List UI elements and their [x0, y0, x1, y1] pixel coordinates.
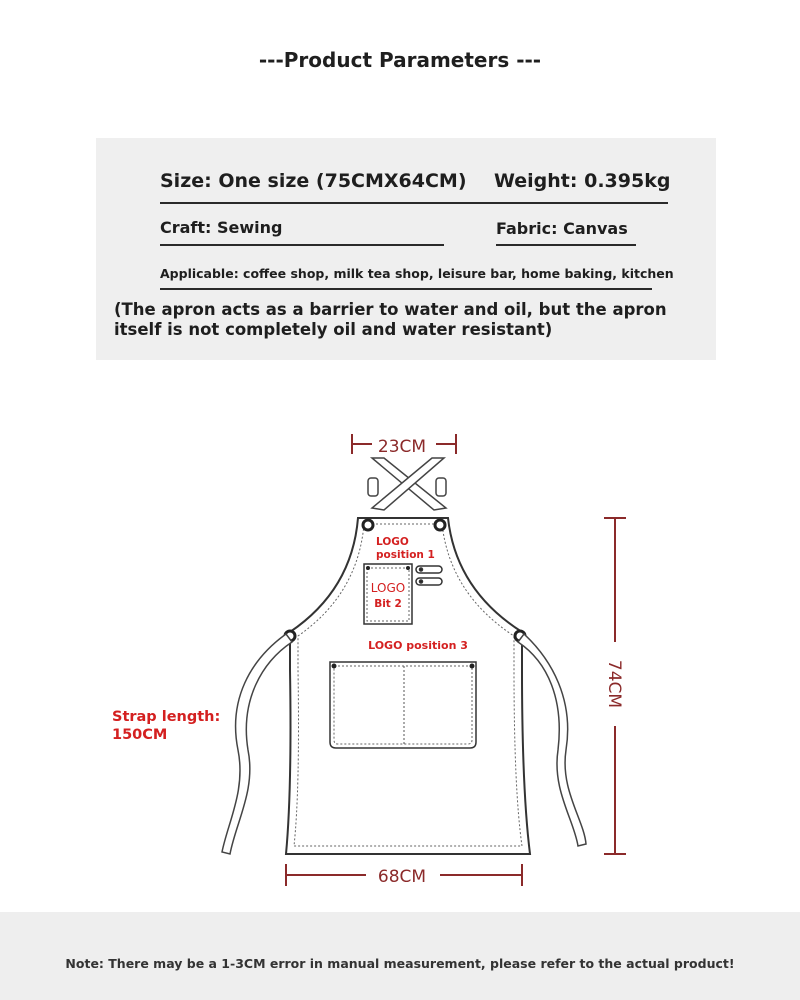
height-label: 74CM: [604, 659, 624, 709]
parameters-panel: [96, 138, 716, 360]
left-waist-strap: [222, 634, 292, 854]
logo-position-1-label: LOGO: [376, 536, 409, 548]
logo-bit-2-label: LOGO: [370, 581, 406, 595]
strap-length-value: 150CM: [112, 727, 168, 743]
divider: [160, 244, 444, 246]
fabric-param: Fabric: Canvas: [496, 219, 628, 238]
craft-param: Craft: Sewing: [160, 218, 283, 237]
neck-straps: [368, 458, 446, 510]
footer-note-bar: [0, 912, 800, 1000]
weight-param: Weight: 0.395kg: [494, 170, 671, 192]
bottom-width-label: 68CM: [377, 867, 427, 887]
water-oil-note-line2: itself is not completely oil and water resistant): [114, 320, 553, 339]
page-title: ---Product Parameters ---: [258, 48, 542, 72]
logo-bit-2-label-sub: Bit 2: [374, 598, 402, 610]
divider: [160, 288, 652, 290]
water-oil-note: [114, 300, 667, 340]
measurement-error-note: Note: There may be a 1-3CM error in manual measurement, please refer to the actual product!: [65, 956, 735, 971]
right-waist-strap: [518, 634, 586, 846]
size-param: Size: One size (75CMX64CM): [160, 170, 467, 192]
strap-length-label: Strap length:: [112, 709, 221, 725]
water-oil-note-line1: (The apron acts as a barrier to water and oil, but the apron: [114, 300, 667, 319]
divider: [160, 202, 668, 204]
applicable-param: Applicable: coffee shop, milk tea shop, leisure bar, home baking, kitchen: [160, 266, 674, 281]
divider: [496, 244, 636, 246]
apron-diagram: [0, 370, 800, 900]
top-width-label: 23CM: [377, 437, 427, 457]
logo-position-3-label: LOGO position 3: [368, 639, 468, 652]
large-pocket: [330, 662, 476, 748]
logo-position-1-label-sub: position 1: [376, 549, 435, 561]
